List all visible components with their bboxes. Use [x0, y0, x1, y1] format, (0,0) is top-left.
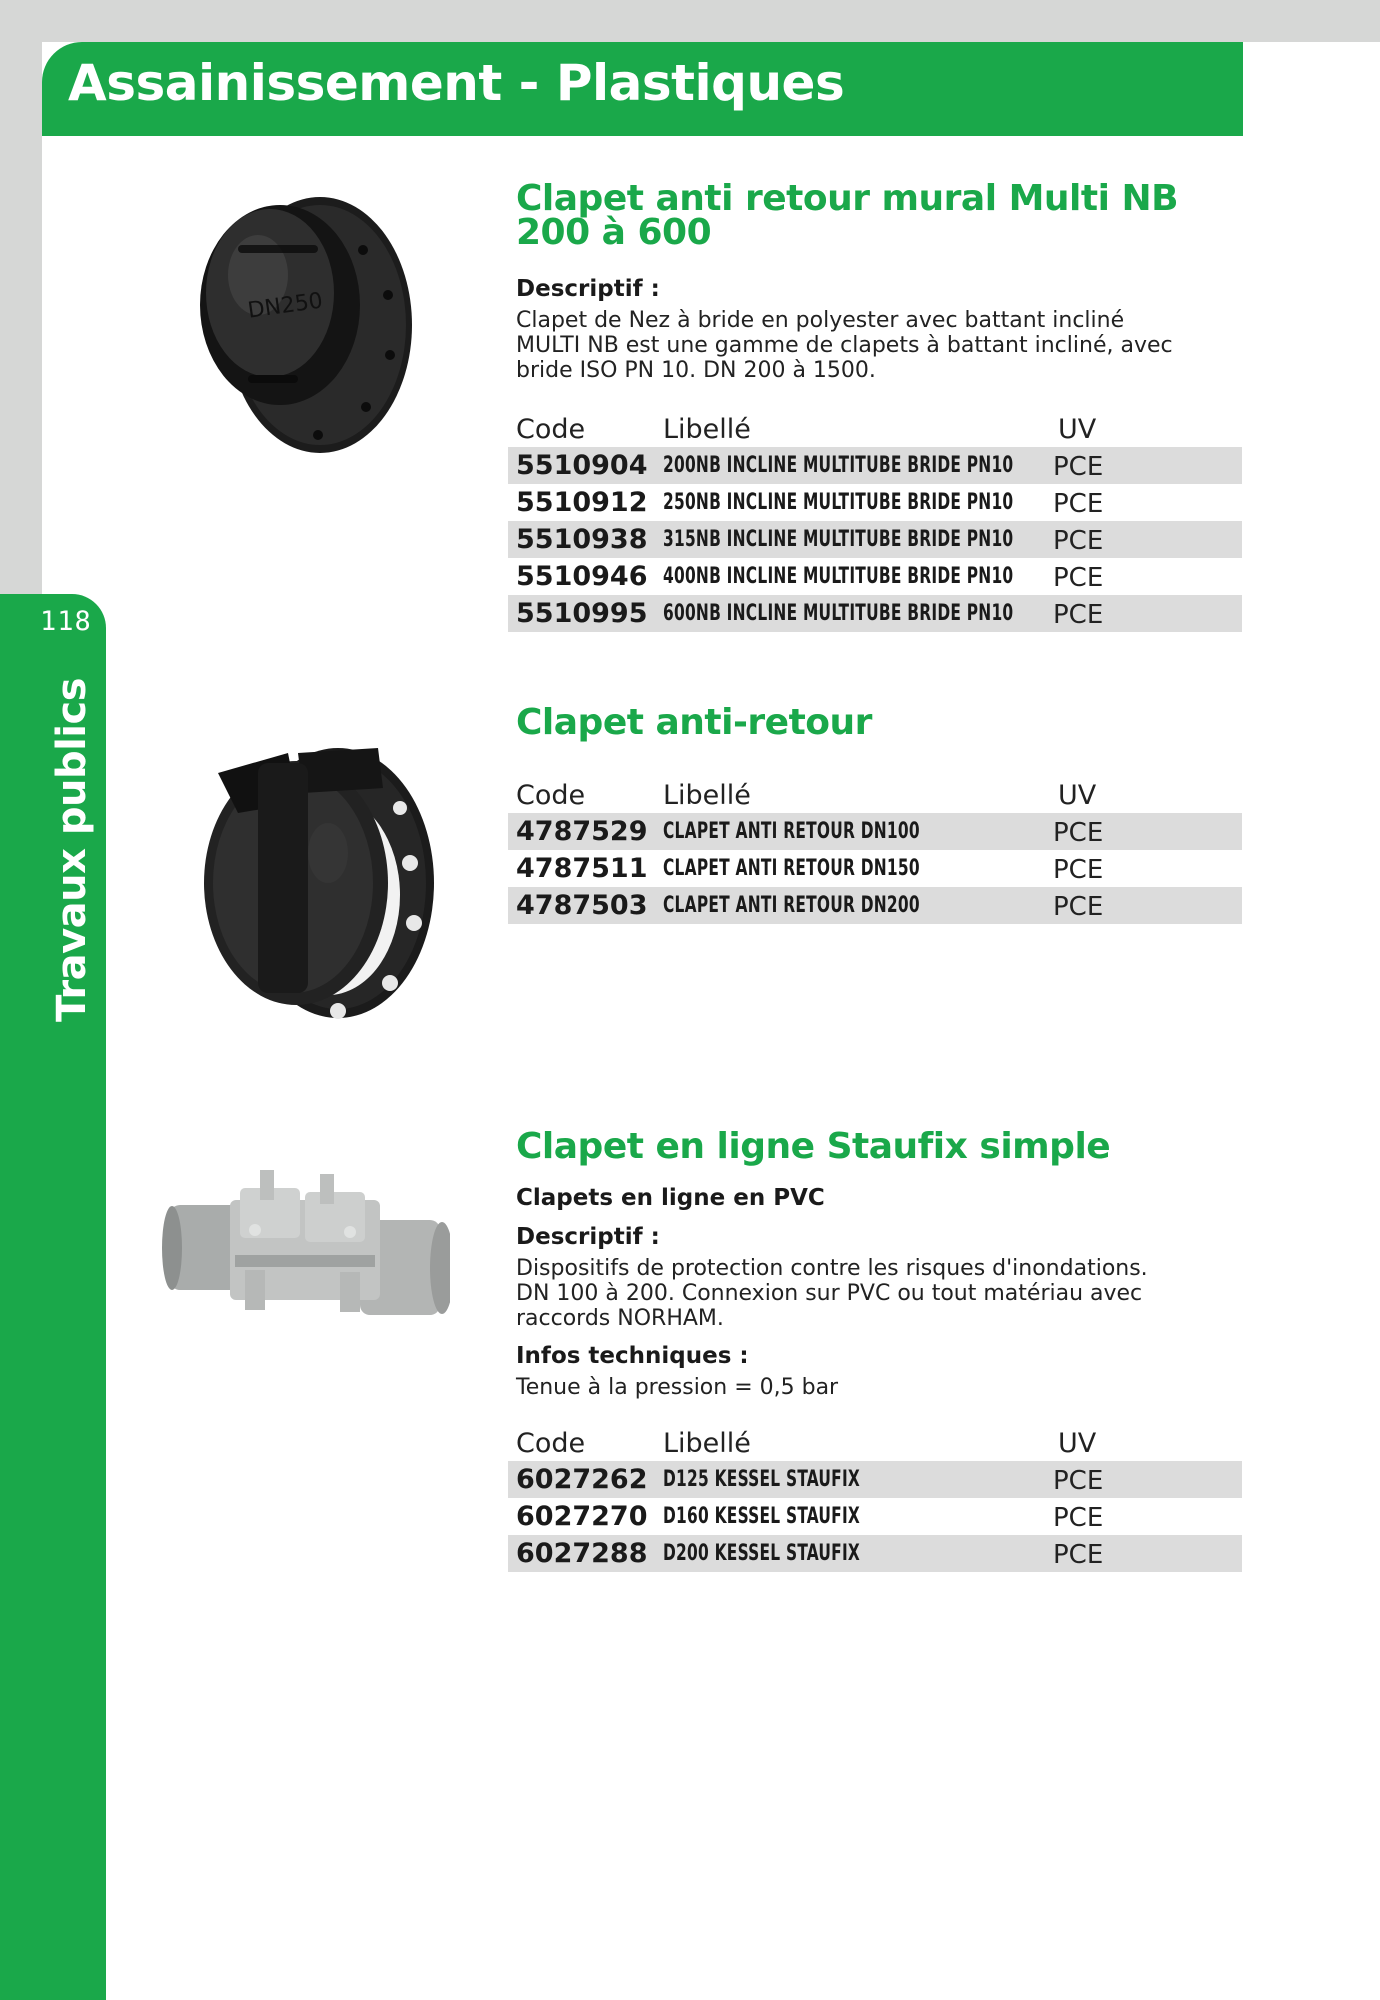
row-code: 4787503 [516, 890, 648, 921]
table-row [508, 484, 1242, 521]
row-libelle: CLAPET ANTI RETOUR DN100 [663, 819, 920, 844]
header-code: Code [516, 1428, 586, 1459]
row-libelle: 200NB INCLINE MULTITUBE BRIDE PN10 [663, 453, 1014, 478]
description-line: bride ISO PN 10. DN 200 à 1500. [516, 358, 876, 383]
row-code: 6027262 [516, 1464, 648, 1495]
table-header [508, 410, 1242, 447]
table-row [508, 595, 1242, 632]
infos-text: Tenue à la pression = 0,5 bar [516, 1375, 839, 1400]
product-table [508, 410, 1242, 632]
description-line: Clapet de Nez à bride en polyester avec battant incliné [516, 308, 1125, 333]
header-code: Code [516, 414, 586, 445]
header-uv: UV [1058, 1428, 1097, 1459]
row-uv: PCE [1053, 452, 1104, 482]
svg-text:DN250: DN250 [246, 288, 325, 324]
flanged-check-valve-photo [178, 733, 438, 1038]
row-libelle: D160 KESSEL STAUFIX [663, 1504, 861, 1529]
description-line: DN 100 à 200. Connexion sur PVC ou tout matériau avec [516, 1281, 1143, 1306]
row-uv: PCE [1053, 1540, 1104, 1570]
row-libelle: 315NB INCLINE MULTITUBE BRIDE PN10 [663, 527, 1014, 552]
row-libelle: CLAPET ANTI RETOUR DN200 [663, 893, 920, 918]
description-line: Dispositifs de protection contre les risques d'inondations. [516, 1256, 1148, 1281]
page-number: 118 [40, 606, 92, 637]
table-row [508, 1461, 1242, 1498]
product-title: Clapet anti-retour [516, 702, 872, 743]
table-row [508, 887, 1242, 924]
row-code: 4787529 [516, 816, 648, 847]
header-libelle: Libellé [663, 1428, 751, 1459]
page-title: Assainissement - Plastiques [68, 54, 845, 112]
row-uv: PCE [1053, 855, 1104, 885]
row-libelle: 250NB INCLINE MULTITUBE BRIDE PN10 [663, 490, 1014, 515]
row-libelle: 600NB INCLINE MULTITUBE BRIDE PN10 [663, 601, 1014, 626]
left-margin-band [0, 0, 42, 600]
product-subtitle: Clapets en ligne en PVC [516, 1185, 825, 1211]
description-line: MULTI NB est une gamme de clapets à battant incliné, avec [516, 333, 1173, 358]
row-uv: PCE [1053, 526, 1104, 556]
row-code: 6027288 [516, 1538, 648, 1569]
row-libelle: CLAPET ANTI RETOUR DN150 [663, 856, 920, 881]
row-code: 6027270 [516, 1501, 648, 1532]
row-uv: PCE [1053, 818, 1104, 848]
row-libelle: D200 KESSEL STAUFIX [663, 1541, 861, 1566]
table-row [508, 447, 1242, 484]
table-row [508, 521, 1242, 558]
row-code: 5510938 [516, 524, 648, 555]
header-libelle: Libellé [663, 414, 751, 445]
product-table [508, 1424, 1242, 1572]
row-libelle: D125 KESSEL STAUFIX [663, 1467, 861, 1492]
row-code: 4787511 [516, 853, 648, 884]
page-title-bar [42, 42, 1243, 136]
product-title: Clapet en ligne Staufix simple [516, 1126, 1111, 1167]
row-code: 5510904 [516, 450, 648, 481]
infos-label: Infos techniques : [516, 1343, 749, 1369]
header-uv: UV [1058, 780, 1097, 811]
table-row [508, 558, 1242, 595]
table-row [508, 1535, 1242, 1572]
table-row [508, 1498, 1242, 1535]
row-uv: PCE [1053, 600, 1104, 630]
row-uv: PCE [1053, 563, 1104, 593]
row-code: 5510912 [516, 487, 648, 518]
header-code: Code [516, 780, 586, 811]
descriptif-label: Descriptif : [516, 1224, 660, 1250]
descriptif-label: Descriptif : [516, 276, 660, 302]
row-uv: PCE [1053, 1503, 1104, 1533]
table-header [508, 776, 1242, 813]
wall-flap-valve-photo [198, 185, 418, 465]
section-label: Travaux publics [49, 677, 95, 1023]
product-description [516, 308, 1236, 383]
table-row [508, 850, 1242, 887]
product-table [508, 776, 1242, 924]
row-uv: PCE [1053, 892, 1104, 922]
description-line: raccords NORHAM. [516, 1306, 724, 1331]
row-code: 5510946 [516, 561, 648, 592]
row-libelle: 400NB INCLINE MULTITUBE BRIDE PN10 [663, 564, 1014, 589]
row-code: 5510995 [516, 598, 648, 629]
inline-backwater-valve-photo [160, 1160, 450, 1335]
table-row [508, 813, 1242, 850]
header-libelle: Libellé [663, 780, 751, 811]
product-description [516, 1256, 1236, 1331]
row-uv: PCE [1053, 1466, 1104, 1496]
table-header [508, 1424, 1242, 1461]
product-title: Clapet anti retour mural Multi NB 200 à 600 [516, 178, 1179, 253]
top-margin-band [0, 0, 1380, 42]
header-uv: UV [1058, 414, 1097, 445]
row-uv: PCE [1053, 489, 1104, 519]
